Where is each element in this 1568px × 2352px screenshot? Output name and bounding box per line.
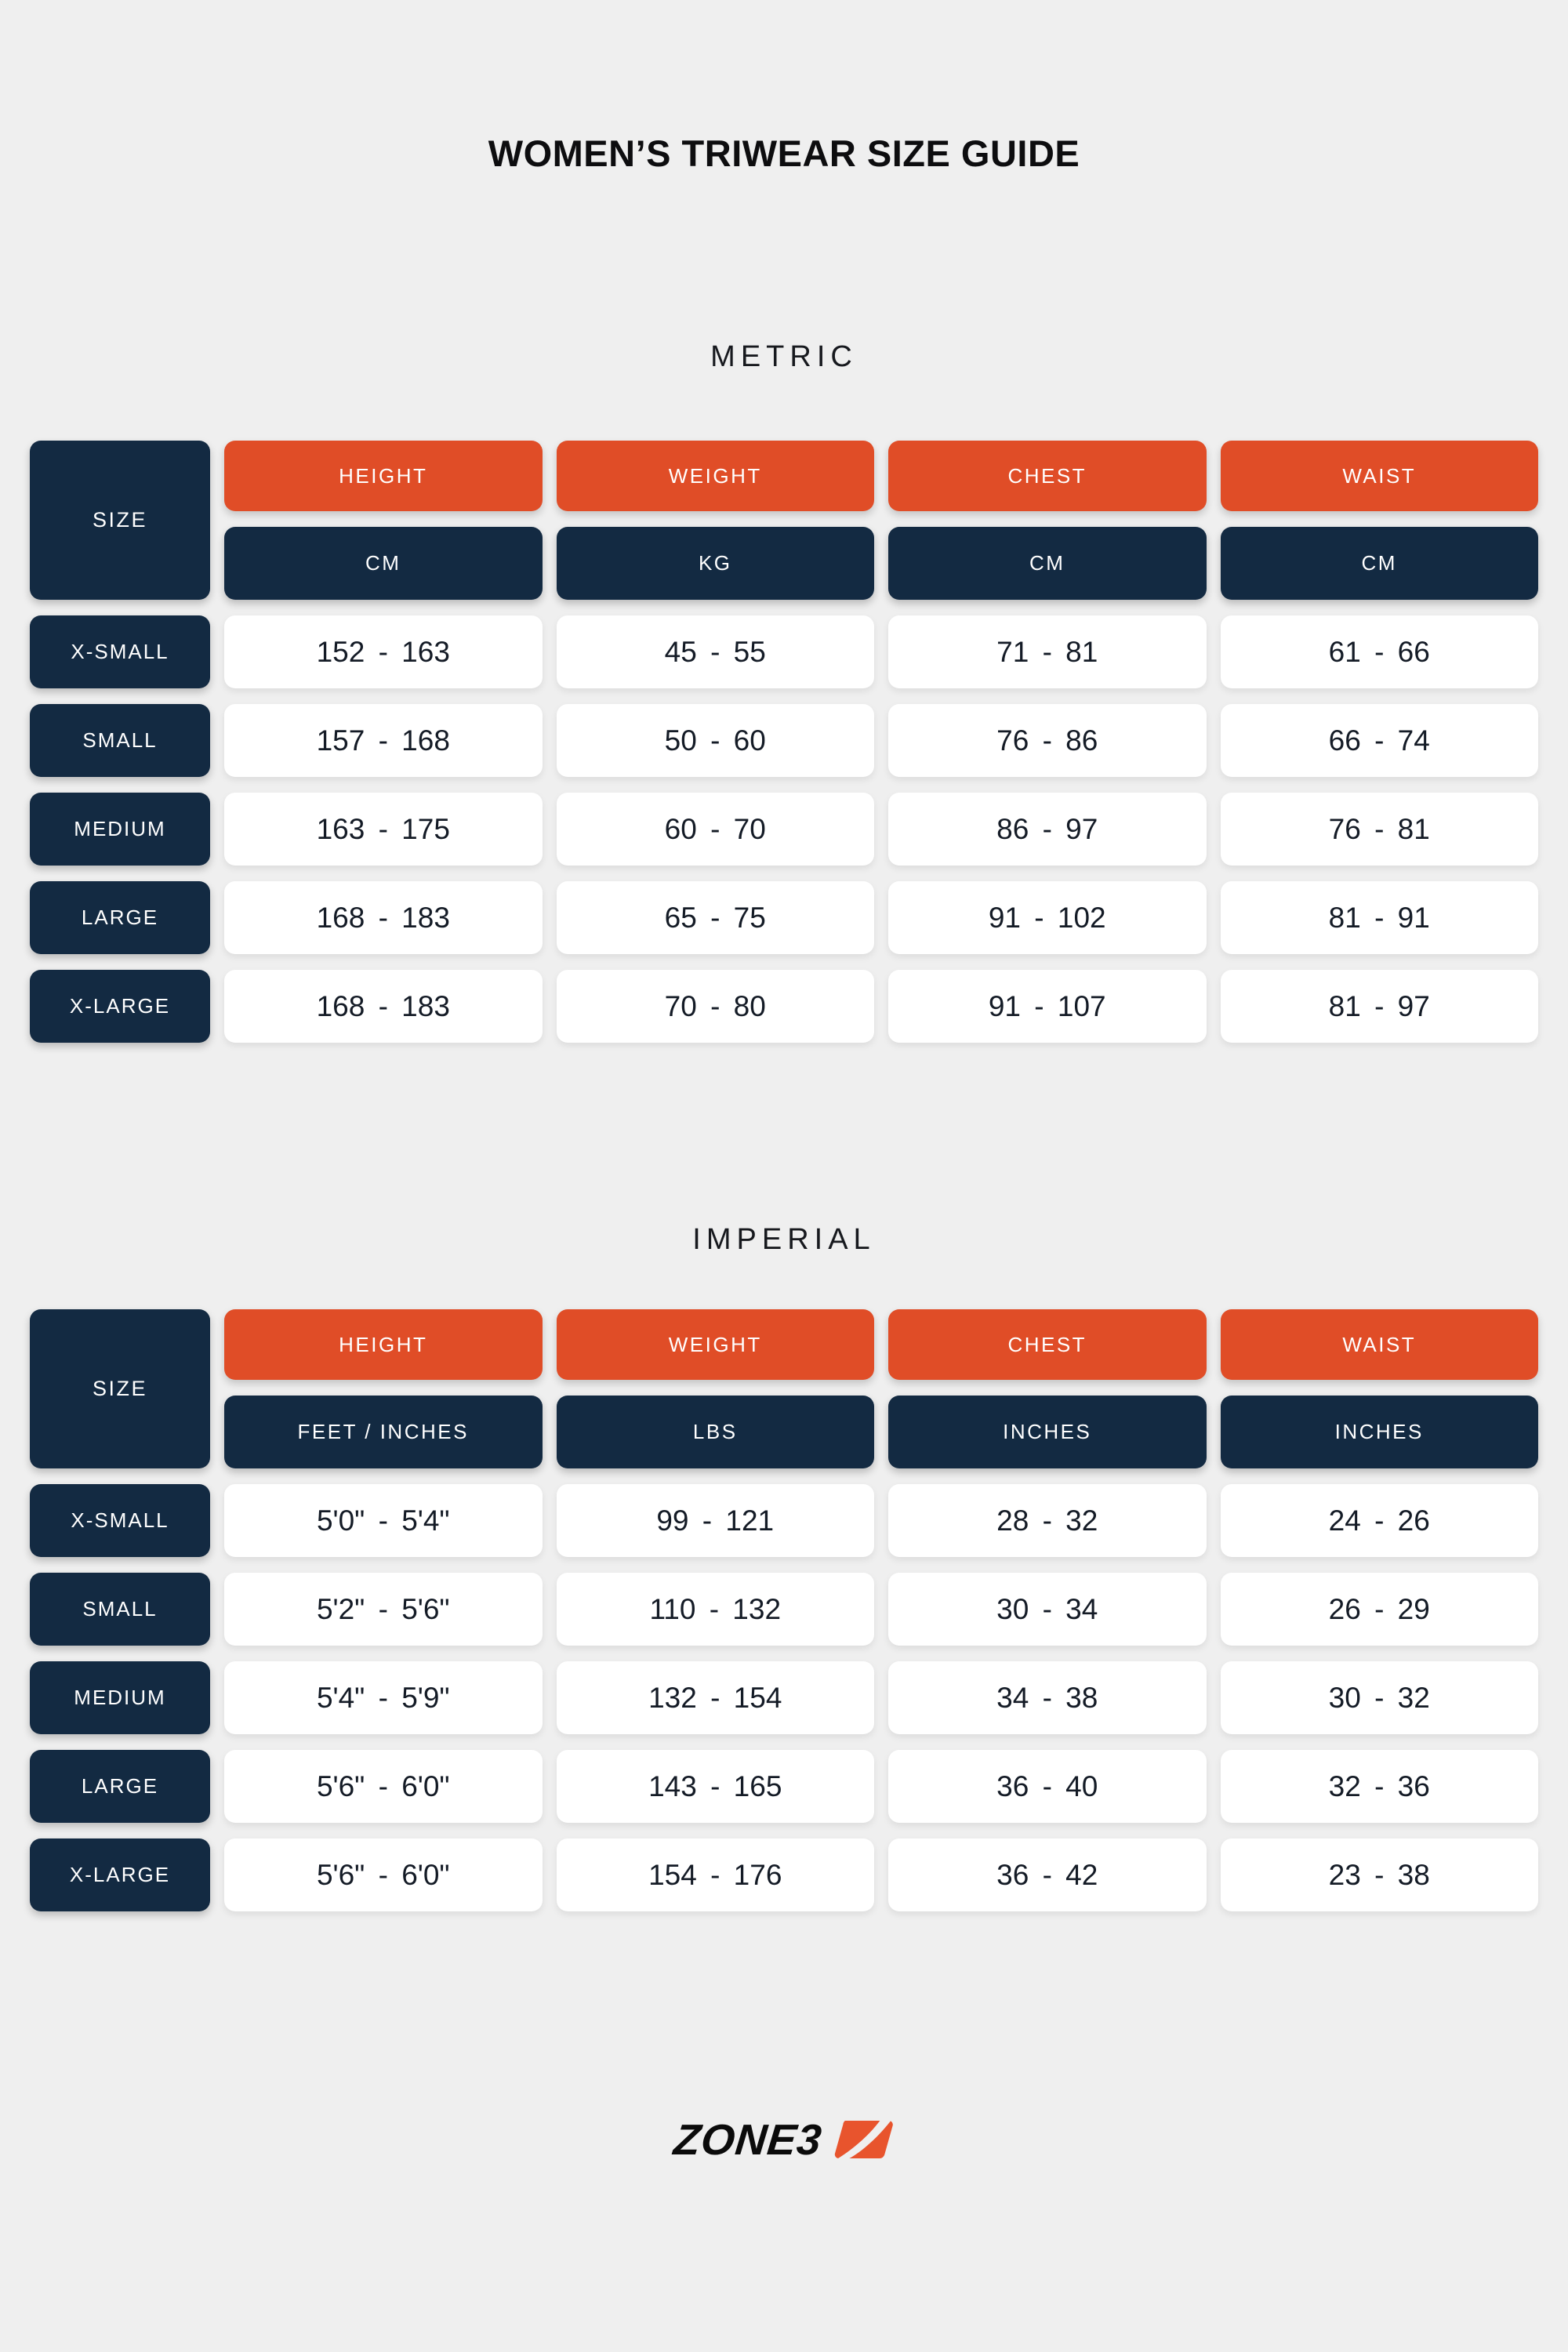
imperial-value-cell: 5'0" - 5'4": [224, 1484, 543, 1557]
metric-value-cell: 71 - 81: [888, 615, 1207, 688]
imperial-column-header-height: HEIGHT: [224, 1309, 543, 1380]
imperial-value-cell: 110 - 132: [557, 1573, 875, 1646]
metric-value-cell: 168 - 183: [224, 970, 543, 1043]
imperial-value-cell: 132 - 154: [557, 1661, 875, 1734]
metric-row-label-x-large: X-LARGE: [30, 970, 210, 1043]
page-title: WOMEN’S TRIWEAR SIZE GUIDE: [488, 132, 1080, 174]
imperial-column-header-chest: CHEST: [888, 1309, 1207, 1380]
imperial-value-cell: 28 - 32: [888, 1484, 1207, 1557]
metric-value-cell: 81 - 91: [1221, 881, 1539, 954]
metric-unit-weight: KG: [557, 527, 875, 600]
metric-column-header-chest: CHEST: [888, 441, 1207, 511]
metric-column-header-weight: WEIGHT: [557, 441, 875, 511]
metric-value-cell: 168 - 183: [224, 881, 543, 954]
metric-value-cell: 152 - 163: [224, 615, 543, 688]
metric-row-label-small: SMALL: [30, 704, 210, 777]
imperial-value-cell: 36 - 42: [888, 1838, 1207, 1911]
imperial-value-cell: 30 - 32: [1221, 1661, 1539, 1734]
imperial-size-table: [30, 1309, 1538, 1911]
imperial-value-cell: 26 - 29: [1221, 1573, 1539, 1646]
zone3-logo-text: ZONE3: [671, 2115, 825, 2164]
imperial-value-cell: 36 - 40: [888, 1750, 1207, 1823]
metric-column-header-waist: WAIST: [1221, 441, 1539, 511]
imperial-row-label-x-large: X-LARGE: [30, 1838, 210, 1911]
metric-value-cell: 76 - 86: [888, 704, 1207, 777]
imperial-value-cell: 23 - 38: [1221, 1838, 1539, 1911]
imperial-section-heading: IMPERIAL: [692, 1223, 876, 1256]
imperial-row-label-medium: MEDIUM: [30, 1661, 210, 1734]
metric-unit-chest: CM: [888, 527, 1207, 600]
imperial-row-label-x-small: X-SMALL: [30, 1484, 210, 1557]
imperial-value-cell: 24 - 26: [1221, 1484, 1539, 1557]
metric-value-cell: 66 - 74: [1221, 704, 1539, 777]
metric-value-cell: 60 - 70: [557, 793, 875, 866]
imperial-value-cell: 99 - 121: [557, 1484, 875, 1557]
imperial-row-label-small: SMALL: [30, 1573, 210, 1646]
metric-value-cell: 70 - 80: [557, 970, 875, 1043]
metric-value-cell: 45 - 55: [557, 615, 875, 688]
imperial-column-header-weight: WEIGHT: [557, 1309, 875, 1380]
imperial-row-label-large: LARGE: [30, 1750, 210, 1823]
metric-row-label-large: LARGE: [30, 881, 210, 954]
zone3-logo: [671, 2115, 894, 2164]
metric-unit-waist: CM: [1221, 527, 1539, 600]
metric-value-cell: 91 - 107: [888, 970, 1207, 1043]
imperial-value-cell: 5'2" - 5'6": [224, 1573, 543, 1646]
imperial-value-cell: 32 - 36: [1221, 1750, 1539, 1823]
imperial-value-cell: 5'4" - 5'9": [224, 1661, 543, 1734]
metric-size-table: [30, 441, 1538, 1043]
metric-section-heading: METRIC: [710, 340, 858, 373]
imperial-value-cell: 30 - 34: [888, 1573, 1207, 1646]
metric-row-label-x-small: X-SMALL: [30, 615, 210, 688]
metric-value-cell: 163 - 175: [224, 793, 543, 866]
imperial-column-header-waist: WAIST: [1221, 1309, 1539, 1380]
imperial-size-header-cell: SIZE: [30, 1309, 210, 1468]
imperial-value-cell: 5'6" - 6'0": [224, 1838, 543, 1911]
imperial-value-cell: 143 - 165: [557, 1750, 875, 1823]
metric-row-label-medium: MEDIUM: [30, 793, 210, 866]
imperial-value-cell: 5'6" - 6'0": [224, 1750, 543, 1823]
metric-size-header-cell: SIZE: [30, 441, 210, 600]
metric-column-header-height: HEIGHT: [224, 441, 543, 511]
imperial-unit-height: FEET / INCHES: [224, 1396, 543, 1468]
imperial-unit-waist: INCHES: [1221, 1396, 1539, 1468]
imperial-unit-chest: INCHES: [888, 1396, 1207, 1468]
metric-value-cell: 157 - 168: [224, 704, 543, 777]
metric-value-cell: 81 - 97: [1221, 970, 1539, 1043]
imperial-value-cell: 154 - 176: [557, 1838, 875, 1911]
metric-value-cell: 86 - 97: [888, 793, 1207, 866]
metric-value-cell: 61 - 66: [1221, 615, 1539, 688]
metric-value-cell: 91 - 102: [888, 881, 1207, 954]
metric-value-cell: 50 - 60: [557, 704, 875, 777]
imperial-value-cell: 34 - 38: [888, 1661, 1207, 1734]
metric-unit-height: CM: [224, 527, 543, 600]
zone3-logo-mark-icon: [834, 2121, 894, 2160]
metric-value-cell: 65 - 75: [557, 881, 875, 954]
metric-value-cell: 76 - 81: [1221, 793, 1539, 866]
imperial-unit-weight: LBS: [557, 1396, 875, 1468]
